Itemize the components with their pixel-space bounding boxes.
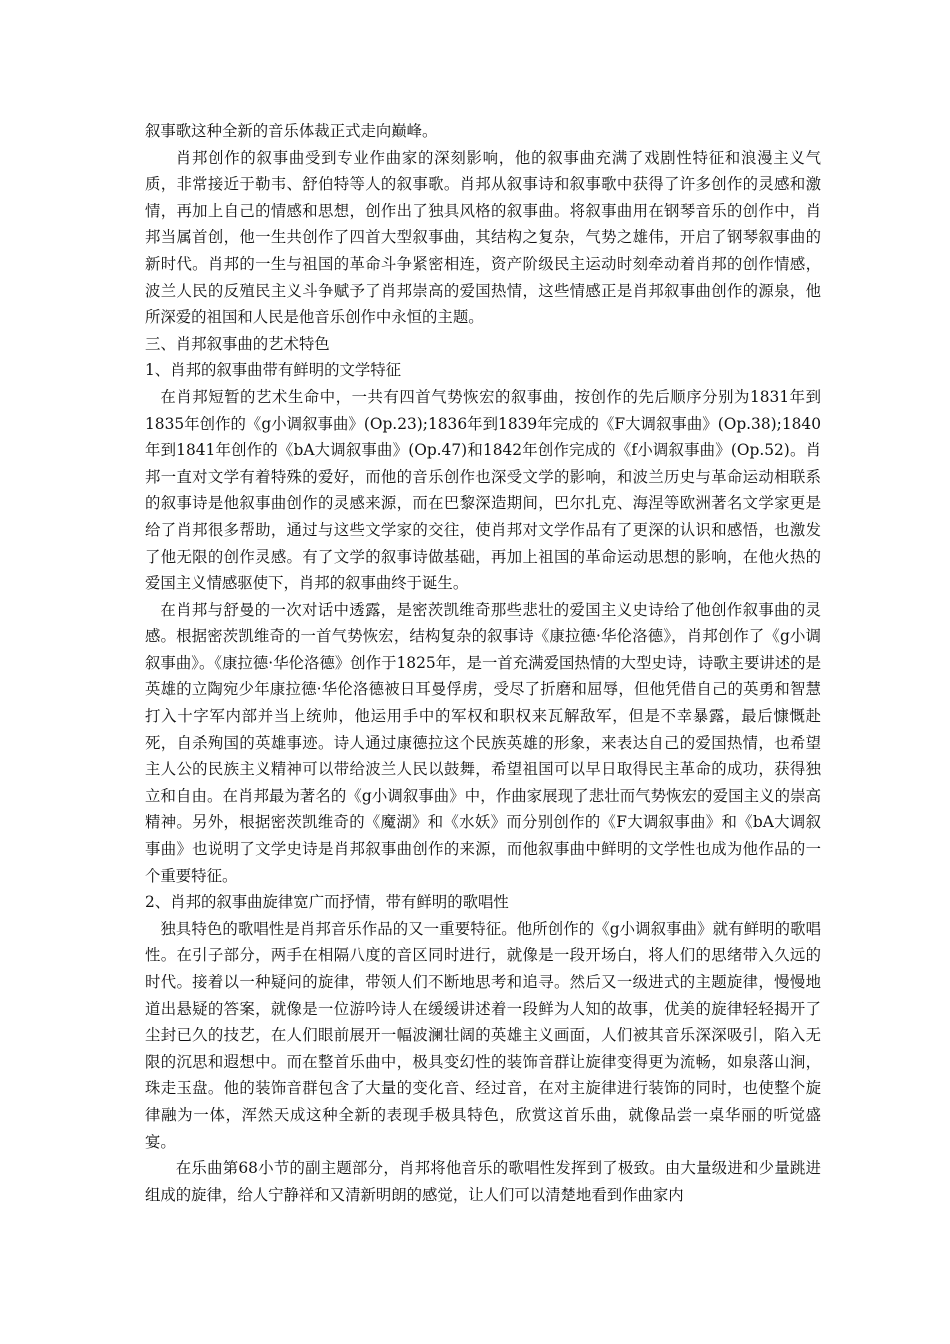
subheading-lyrical-melody: 2、肖邦的叙事曲旋律宽广而抒情，带有鲜明的歌唱性 [145,893,509,912]
paragraph-singing-quality: 独具特色的歌唱性是肖邦音乐作品的又一重要特征。他所创作的《g小调叙事曲》就有鲜明的歌唱性。在引子部分，两手在相隔八度的音区同时进行，就像是一段开场白，将人们的思绪带入久远的时代。接着以一种疑问的旋律，带领人们不断地思考和追寻。然后又一级进式的主题旋律，慢慢地道出悬疑的答案，就像是一位游吟诗人在缓缓讲述着一段鲜为人知的故事，优美的旋律轻轻揭开了尘封已久的技艺，在人们眼前展开一幅波澜壮阔的英雄主义画面，人们被其音乐深深吸引，陷入无限的沉思和遐想中。而在整首乐曲中，极具变幻性的装饰音群让旋律变得更为流畅，如泉落山涧，珠走玉盘。他的装饰音群包含了大量的变化音、经过音，在对主旋律进行装饰的同时，也使整个旋律融为一体，浑然天成这种全新的表现手极具特色，欣赏这首乐曲，就像品尝一桌华丽的听觉盛宴。 [145,919,821,1151]
paragraph-chopin-ballade-origin: 肖邦创作的叙事曲受到专业作曲家的深刻影响，他的叙事曲充满了戏剧性特征和浪漫主义气质，非常接近于勒韦、舒伯特等人的叙事歌。肖邦从叙事诗和叙事歌中获得了许多创作的灵感和激情，再加上自己的情感和思想，创作出了独具风格的叙事曲。将叙事曲用在钢琴音乐的创作中，肖邦当属首创，他一生共创作了四首大型叙事曲，其结构之复杂，气势之雄伟，开启了钢琴叙事曲的新时代。肖邦的一生与祖国的革命斗争紧密相连，资产阶级民主运动时刻牵动着肖邦的创作情感，波兰人民的反殖民主义斗争赋予了肖邦崇高的爱国热情，这些情感正是肖邦叙事曲创作的源泉，他所深爱的祖国和人民是他音乐创作中永恒的主题。 [145,148,821,327]
paragraph-continuation: 叙事歌这种全新的音乐体裁正式走向巅峰。 [145,122,438,140]
paragraph-secondary-theme: 在乐曲第68小节的副主题部分，肖邦将他音乐的歌唱性发挥到了极致。由大量级进和少量跳进组成的旋律，给人宁静祥和又清新明朗的感觉，让人们可以清楚地看到作曲家内 [145,1159,821,1204]
paragraph-mickiewicz-inspiration: 在肖邦与舒曼的一次对话中透露，是密茨凯维奇那些悲壮的爱国主义史诗给了他创作叙事曲的灵感。根据密茨凯维奇的一首气势恢宏，结构复杂的叙事诗《康拉德·华伦洛德》，肖邦创作了《g小调叙事曲》。《康拉德·华伦洛德》创作于1825年，是一首充满爱国热情的大型史诗，诗歌主要讲述的是英雄的立陶宛少年康拉德·华伦洛德被日耳曼俘虏，受尽了折磨和屈辱，但他凭借自己的英勇和智慧打入十字军内部并当上统帅，他运用手中的军权和职权来瓦解敌军，但是不幸暴露，最后慷慨赴死，自杀殉国的英雄事迹。诗人通过康德拉这个民族英雄的形象，来表达自己的爱国热情，也希望主人公的民族主义精神可以带给波兰人民以鼓舞，希望祖国可以早日取得民主革命的成功，获得独立和自由。在肖邦最为著名的《g小调叙事曲》中，作曲家展现了悲壮而气势恢宏的爱国主义的崇高精神。另外，根据密茨凯维奇的《魔湖》和《水妖》而分别创作的《F大调叙事曲》和《bA大调叙事曲》也说明了文学史诗是肖邦叙事曲创作的来源，而他叙事曲中鲜明的文学性也成为他作品的一个重要特征。 [145,600,821,885]
document-page [145,118,821,1208]
paragraph-four-ballades: 在肖邦短暂的艺术生命中，一共有四首气势恢宏的叙事曲，按创作的先后顺序分别为1831年到1835年创作的《g小调叙事曲》(Op.23);1836年到1839年完成的《F大调叙事曲》(Op.38);1840年到1841年创作的《bA大调叙事曲》(Op.47)和1842年创作完成的《f小调叙事曲》(Op.52)。肖邦一直对文学有着特殊的爱好，而他的音乐创作也深受文学的影响，和波兰历史与革命运动相联系的叙事诗是他叙事曲创作的灵感来源，而在巴黎深造期间，巴尔扎克、海涅等欧洲著名文学家更是给了肖邦很多帮助，通过与这些文学家的交往，使肖邦对文学作品有了更深的认识和感悟，也激发了他无限的创作灵感。有了文学的叙事诗做基础，再加上祖国的革命运动思想的影响，在他火热的爱国主义情感驱使下，肖邦的叙事曲终于诞生。 [145,387,821,593]
subheading-literary-features: 1、肖邦的叙事曲带有鲜明的文学特征 [145,361,402,380]
section-heading-artistic-features: 三、肖邦叙事曲的艺术特色 [145,334,330,353]
